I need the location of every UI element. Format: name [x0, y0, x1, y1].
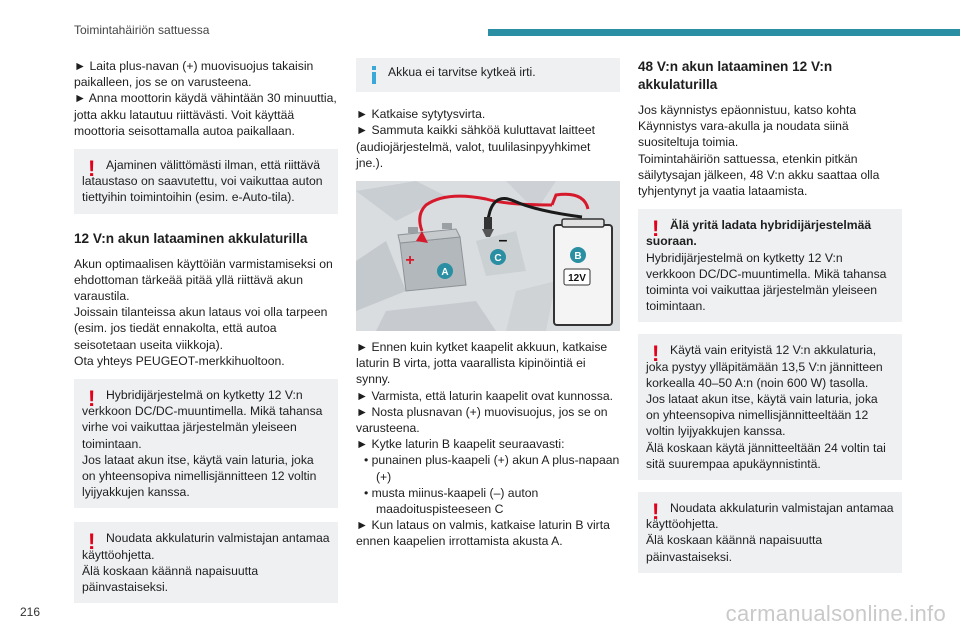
step-text: ► Sammuta kaikki sähköä kuluttavat laitteet (audiojärjestelmä, valot, tuulilasinpyyhkimet jne.).	[356, 123, 595, 170]
warning-box	[74, 522, 338, 603]
watermark: carmanualsonline.info	[725, 601, 946, 626]
warning-text: Ajaminen välittömästi ilman, että riittävä lataustaso on saavutettu, voi vaikuttaa auton tiettyihin toimintoihin (esim. e-Auto-tila).	[82, 158, 323, 205]
info-icon	[372, 66, 376, 84]
warning-text: Älä koskaan käytä jännitteeltään 24 voltin tai sitä suurempaa apukäynnistintä.	[646, 440, 886, 471]
step-text: ► Varmista, että laturin kaapelit ovat kunnossa.	[356, 388, 614, 403]
column-1	[74, 58, 338, 603]
step-text: ► Kun lataus on valmis, katkaise laturin B virta ennen kaapelien irrottamista akusta A.	[356, 518, 610, 549]
column-2	[356, 58, 620, 550]
warning-text: Jos lataat akun itse, käytä vain laturia, joka on yhteensopiva nimellisjännitteeltään 12 voltin lyijyakkujen kanssa.	[646, 392, 878, 439]
warning-text: Älä koskaan käännä napaisuutta päinvastaiseksi.	[646, 533, 823, 564]
section-heading: 12 V:n akun lataaminen akkulaturilla	[74, 230, 308, 246]
step-text: ► Kytke laturin B kaapelit seuraavasti:	[356, 437, 565, 452]
step-text: ► Laita plus-navan (+) muovisuojus takaisin paikalleen, jos se on varusteena.	[74, 59, 314, 90]
sub-step-text: • musta miinus-kaapeli (–) auton maadoituspisteeseen C	[364, 485, 539, 517]
warning-icon: !	[652, 499, 660, 525]
sub-step-text: • punainen plus-kaapeli (+) akun A plus-napaan (+)	[364, 453, 620, 484]
warning-box	[74, 149, 338, 214]
body-text: Akun optimaalisen käyttöiän varmistamiseksi on ehdottoman tärkeää pitää yllä riittävä akun varaustila.	[74, 256, 333, 304]
body-text: Toimintahäiriön sattuessa, etenkin pitkän säilytysajan jälkeen, 48 V:n akku saattaa olla tyhjentynyt ja vaatia lataamista.	[638, 151, 880, 199]
body-text: Joissain tilanteissa akun lataus voi olla tarpeen (esim. jos tiedät ennakolta, että autoa seisotetaan useita viikkoja).	[74, 305, 328, 352]
body-text: Jos käynnistys epäonnistuu, katso kohta Käynnistys vara-akulla ja noudata siinä suositeltuja toimia.	[638, 103, 857, 150]
step-text: ► Anna moottorin käydä vähintään 30 minuuttia, jotta akku latautuu riittävästi. Voit käyttää moottoria seisottamalla autoa paikallaan.	[74, 91, 337, 138]
warning-box	[638, 334, 902, 480]
warning-icon: !	[88, 529, 96, 555]
label-c: C	[494, 253, 502, 265]
column-3	[638, 58, 902, 573]
warning-text: Noudata akkulaturin valmistajan antamaa käyttöohjetta.	[646, 501, 894, 532]
warning-icon: !	[88, 156, 96, 182]
warning-heading: Älä yritä ladata hybridijärjestelmää suoraan.	[646, 218, 872, 249]
warning-icon: !	[652, 216, 660, 242]
step-text: ► Nosta plusnavan (+) muovisuojus, jos se on varusteena.	[356, 404, 608, 436]
label-b: B	[574, 251, 582, 263]
warning-box	[638, 492, 902, 573]
warning-icon: !	[88, 386, 96, 412]
minus-sign: –	[498, 232, 508, 250]
page-number: 216	[20, 605, 41, 619]
warning-text: Älä koskaan käännä napaisuutta päinvastaiseksi.	[82, 563, 259, 595]
warning-text: Hybridijärjestelmä on kytketty 12 V:n verkkoon DC/DC-muuntimella. Mikä tahansa toiminta voi vaikuttaa järjestelmän yleiseen toimintaan.	[646, 250, 887, 314]
warning-text: Jos lataat akun itse, käytä vain laturia, joka on yhteensopiva nimellisjännitteen 12 voltin lyijyakkujen kanssa.	[82, 452, 317, 500]
step-text: ► Katkaise sytytysvirta.	[356, 107, 486, 122]
charger-voltage-label: 12V	[568, 273, 586, 285]
section-title: Toimintahäiriön sattuessa	[74, 23, 210, 37]
battery-charging-illustration	[356, 181, 620, 331]
info-box	[356, 58, 620, 92]
step-text: ► Ennen kuin kytket kaapelit akkuun, katkaise laturin B virta, jotta vaarallista kipinöintiä ei synny.	[356, 340, 608, 387]
body-text: Ota yhteys PEUGEOT-merkkihuoltoon.	[74, 353, 285, 368]
warning-text: Hybridijärjestelmä on kytketty 12 V:n verkkoon DC/DC-muuntimella. Mikä tahansa virhe voi vaikuttaa järjestelmän yleiseen toimintaan.	[82, 388, 323, 451]
warning-icon: !	[652, 341, 660, 367]
info-text: Akkua ei tarvitse kytkeä irti.	[388, 65, 536, 79]
section-heading: 48 V:n akun lataaminen 12 V:n akkulaturilla	[638, 59, 833, 92]
label-a: A	[441, 267, 449, 279]
warning-box	[74, 379, 338, 508]
header-accent-bar	[488, 29, 960, 36]
warning-text: Käytä vain erityistä 12 V:n akkulaturia, joka pystyy ylläpitämään 13,5 V:n jännitteen korkealla 40–50 A:n (noin 600 W) tasolla.	[646, 343, 883, 390]
warning-box	[638, 209, 902, 322]
plus-sign: +	[405, 252, 415, 270]
warning-text: Noudata akkulaturin valmistajan antamaa käyttöohjetta.	[82, 531, 330, 562]
